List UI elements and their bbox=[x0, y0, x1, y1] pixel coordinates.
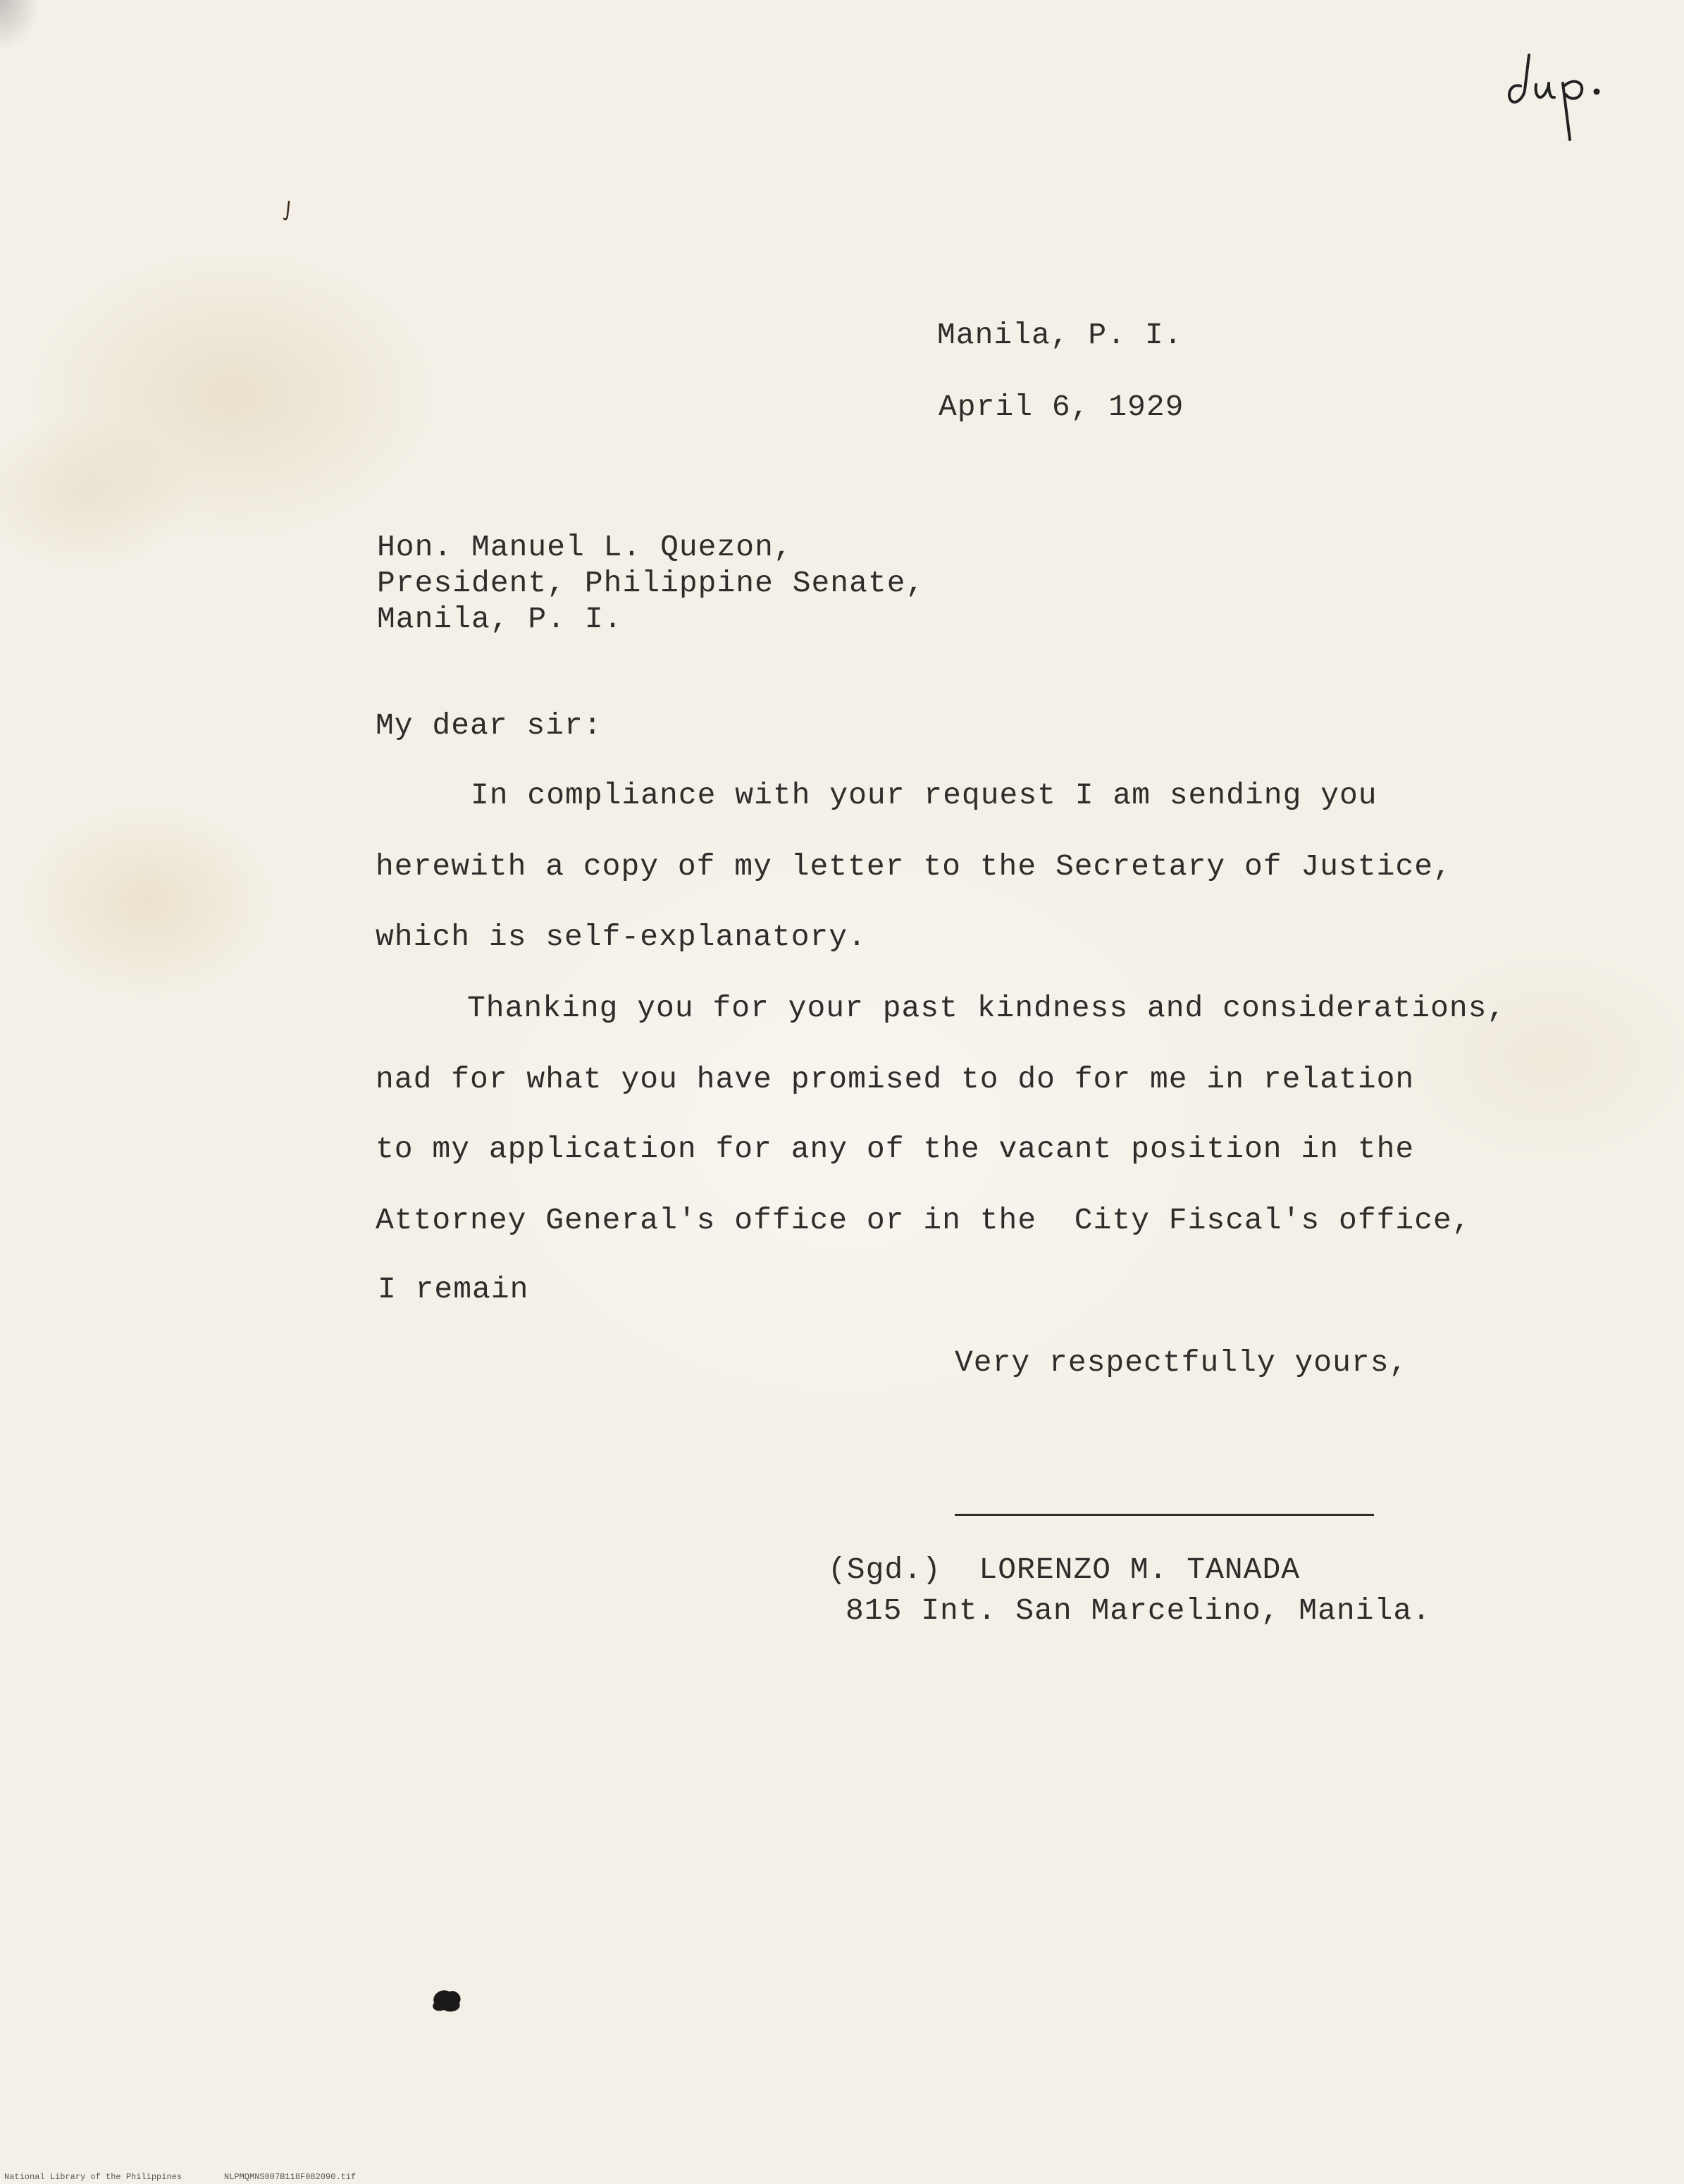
addressee-line-1: Hon. Manuel L. Quezon, bbox=[377, 530, 793, 564]
body-line-4: Thanking you for your past kindness and considerations, bbox=[467, 991, 1506, 1025]
body-line-7: Attorney General's office or in the City Fiscal's office, bbox=[376, 1203, 1471, 1238]
addressee-line-2: President, Philippine Senate, bbox=[377, 566, 925, 600]
salutation: My dear sir: bbox=[376, 708, 602, 743]
body-line-3: which is self-explanatory. bbox=[376, 920, 867, 954]
body-line-5: nad for what you have promised to do for me in relation bbox=[376, 1062, 1415, 1097]
signature-line bbox=[955, 1514, 1374, 1516]
body-line-8: I remain bbox=[378, 1272, 529, 1307]
body-line-6: to my application for any of the vacant position in the bbox=[376, 1132, 1415, 1166]
addressee-line-3: Manila, P. I. bbox=[377, 602, 623, 636]
body-line-2: herewith a copy of my letter to the Secretary of Justice, bbox=[376, 849, 1452, 884]
corner-shadow bbox=[0, 0, 42, 63]
letter-place: Manila, P. I. bbox=[937, 318, 1183, 352]
closing: Very respectfully yours, bbox=[955, 1345, 1409, 1380]
body-line-1: In compliance with your request I am sending you bbox=[471, 778, 1377, 813]
signature-name: (Sgd.) LORENZO M. TANADA bbox=[828, 1553, 1301, 1587]
ink-mark bbox=[282, 199, 296, 227]
handwritten-note-dup bbox=[1502, 49, 1608, 148]
footer-library: National Library of the Philippines bbox=[4, 2172, 182, 2182]
sender-address: 815 Int. San Marcelino, Manila. bbox=[846, 1593, 1431, 1628]
ink-blot bbox=[427, 1982, 469, 2017]
footer-file-id: NLPMQMNS007B118F082090.tif bbox=[224, 2172, 357, 2182]
letter-date: April 6, 1929 bbox=[939, 390, 1184, 424]
